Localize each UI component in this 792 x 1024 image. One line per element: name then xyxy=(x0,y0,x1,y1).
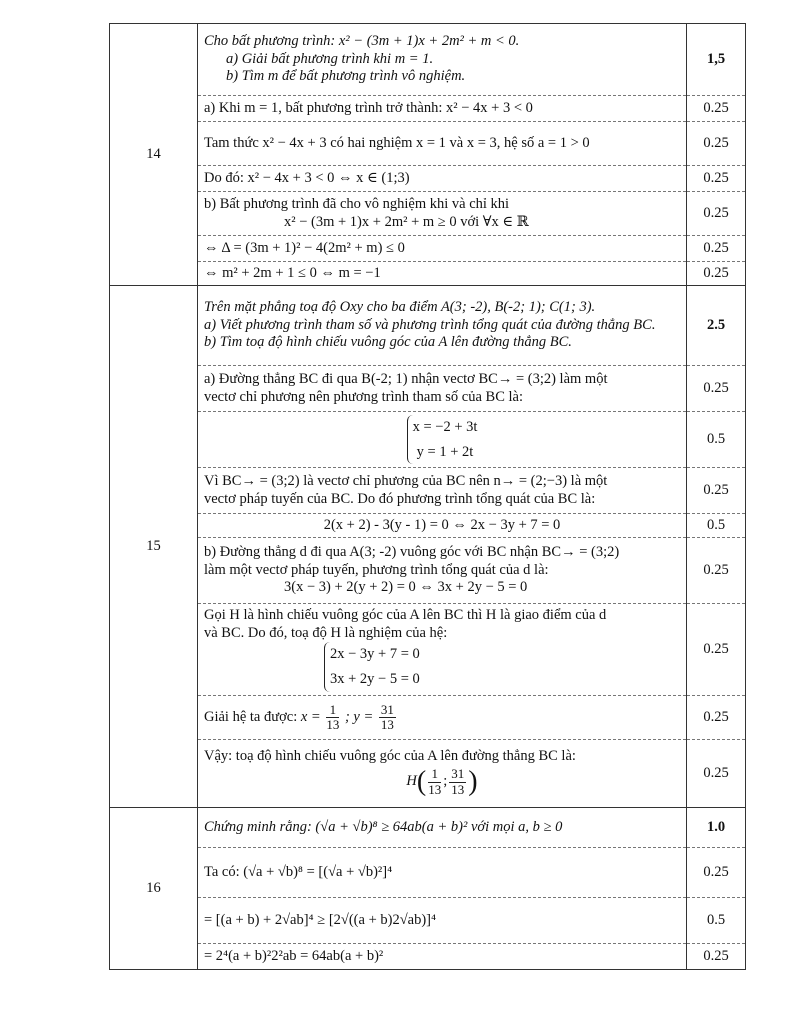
q15-number: 15 xyxy=(110,286,198,808)
q15-step-3: Vì BC→ = (3;2) là vectơ chỉ phương của BC nên n→ = (2;−3) là một vectơ pháp tuyến của BC. Do đó phương trình tổng quát của BC là: 0.25 xyxy=(110,468,746,514)
q15-step-1: a) Đường thẳng BC đi qua B(-2; 1) nhận vectơ BC→ = (3;2) làm một vectơ chỉ phương nên phương trình tham số của BC là: 0.25 xyxy=(110,366,746,412)
q14-prompt-points: 1,5 xyxy=(687,24,746,96)
q15-step-8: Vậy: toạ độ hình chiếu vuông góc của A lên đường thẳng BC là: H( $\frac{1}{13}$ ; $\frac{31}{13}$ ) 0.25 xyxy=(110,740,746,808)
q15-step-7: Giải hệ ta được: x = $\frac{1}{13}$ ; y = $\frac{31}{13}$ 0.25 xyxy=(110,696,746,740)
q15-step-4: 2(x + 2) - 3(y - 1) = 0 ⇔ 2x − 3y + 7 = 0 0.5 xyxy=(110,514,746,538)
x-fraction: $\frac{1}{13}$ xyxy=(326,701,340,732)
q14-step-3: Do đó: x² − 4x + 3 < 0 ⇔ x ∈ (1;3) 0.25 xyxy=(110,166,746,192)
q15-step-6: Gọi H là hình chiếu vuông góc của A lên BC thì H là giao điểm của d và BC. Do đó, toạ độ H là nghiệm của hệ: 2x − 3y + 7 = 0 3x + 2y − 5 = 0 0.25 xyxy=(110,604,746,696)
q15-step-2: x = −2 + 3t y = 1 + 2t 0.5 xyxy=(110,412,746,468)
q15-prompt-row xyxy=(110,286,746,366)
q14-step-1: a) Khi m = 1, bất phương trình trở thành: x² − 4x + 3 < 0 0.25 xyxy=(110,96,746,122)
q16-prompt-points: 1.0 xyxy=(687,808,746,848)
q15-prompt-points: 2.5 xyxy=(687,286,746,366)
intersection-system: 2x − 3y + 7 = 0 3x + 2y − 5 = 0 xyxy=(324,642,420,691)
q16-prompt: Chứng minh rằng: (√a + √b)⁸ ≥ 64ab(a + b)² với mọi a, b ≥ 0 xyxy=(198,808,687,848)
point-h: H( $\frac{1}{13}$ ; $\frac{31}{13}$ ) xyxy=(406,766,478,798)
q14-prompt-row xyxy=(110,24,746,96)
q14-step-6: ⇔ m² + 2m + 1 ≤ 0 ⇔ m = −1 0.25 xyxy=(110,262,746,286)
y-fraction: $\frac{31}{13}$ xyxy=(380,701,394,732)
q16-step-1: Ta có: (√a + √b)⁸ = [(√a + √b)²]⁴ 0.25 xyxy=(110,848,746,898)
q16-number: 16 xyxy=(110,808,198,970)
grading-table xyxy=(109,23,746,970)
q16-step-2: = [(a + b) + 2√ab]⁴ ≥ [2√((a + b)2√ab)]⁴ 0.5 xyxy=(110,898,746,944)
q15-prompt: Trên mặt phẳng toạ độ Oxy cho ba điểm A(3; -2), B(-2; 1); C(1; 3). a) Viết phương trình tham số và phương trình tổng quát của đường thẳng BC. b) Tìm toạ độ hình chiếu vuông góc của A lên đường thẳng BC. xyxy=(198,286,687,366)
q14-number: 14 xyxy=(110,24,198,286)
parametric-system: x = −2 + 3t y = 1 + 2t xyxy=(407,415,478,464)
q14-step-5: ⇔ Δ = (3m + 1)² − 4(2m² + m) ≤ 0 0.25 xyxy=(110,236,746,262)
q16-prompt-row xyxy=(110,808,746,848)
q16-step-3: = 2⁴(a + b)²2²ab = 64ab(a + b)² 0.25 xyxy=(110,944,746,970)
q14-step-4: b) Bất phương trình đã cho vô nghiệm khi và chỉ khi x² − (3m + 1)x + 2m² + m ≥ 0 với ∀x ∈ ℝ 0.25 xyxy=(110,192,746,236)
q15-step-5: b) Đường thẳng d đi qua A(3; -2) vuông góc với BC nhận BC→ = (3;2) làm một vectơ pháp tuyến, phương trình tổng quát của d là: 3(x − 3) + 2(y + 2) = 0 ⇔ 3x + 2y − 5 = 0 0.25 xyxy=(110,538,746,604)
q14-step-2: Tam thức x² − 4x + 3 có hai nghiệm x = 1 và x = 3, hệ số a = 1 > 0 0.25 xyxy=(110,122,746,166)
q14-prompt: Cho bất phương trình: x² − (3m + 1)x + 2m² + m < 0. a) Giải bất phương trình khi m = 1. b) Tìm m để bất phương trình vô nghiệm. xyxy=(198,24,687,96)
